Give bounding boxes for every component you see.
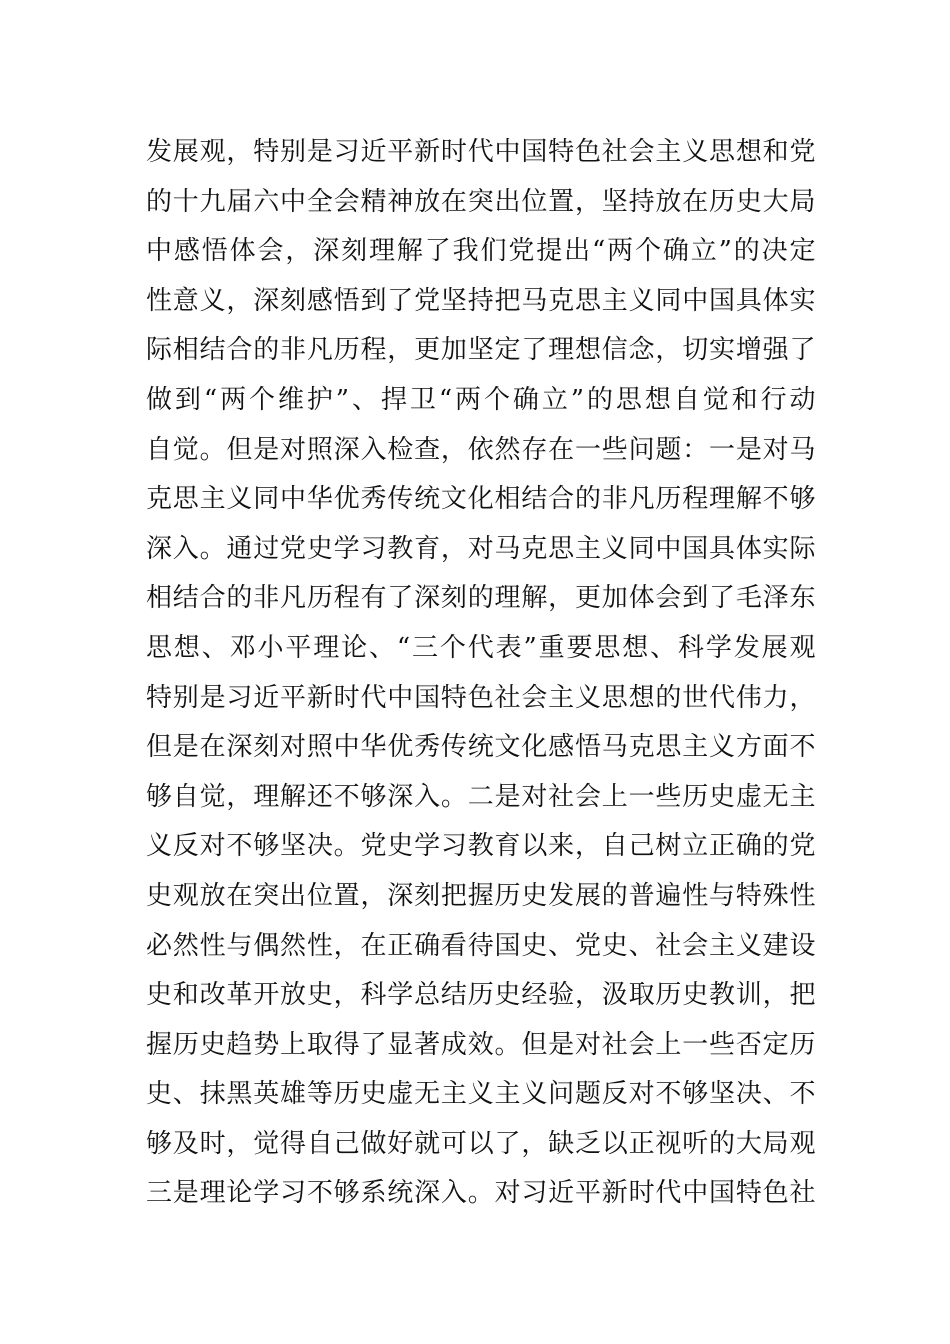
text-line: 际相结合的非凡历程，更加坚定了理想信念，切实增强了 bbox=[146, 335, 816, 366]
body-text bbox=[146, 128, 816, 1219]
text-line: 自觉。但是对照深入检查，依然存在一些问题：一是对马 bbox=[146, 434, 816, 465]
text-line: 三是理论学习不够系统深入。对习近平新时代中国特色社 bbox=[146, 1178, 816, 1209]
text-line: 义反对不够坚决。党史学习教育以来，自己树立正确的党 bbox=[146, 831, 816, 862]
text-line: 发展观，特别是习近平新时代中国特色社会主义思想和党 bbox=[146, 137, 816, 167]
text-line: 必然性与偶然性，在正确看待国史、党史、社会主义建设 bbox=[146, 930, 816, 961]
text-line: 性意义，深刻感悟到了党坚持把马克思主义同中国具体实 bbox=[146, 285, 816, 316]
text-line: 史、抹黑英雄等历史虚无主义主义问题反对不够坚决、不 bbox=[146, 1079, 816, 1110]
text-line: 做到“两个维护”、捍卫“两个确立”的思想自觉和行动 bbox=[146, 384, 816, 415]
text-line: 史观放在突出位置，深刻把握历史发展的普遍性与特殊性 bbox=[146, 880, 816, 911]
text-line: 够自觉，理解还不够深入。二是对社会上一些历史虚无主 bbox=[146, 781, 816, 812]
text-line: 特别是习近平新时代中国特色社会主义思想的世代伟力， bbox=[146, 682, 816, 713]
text-line: 思想、邓小平理论、“三个代表”重要思想、科学发展观 bbox=[146, 632, 816, 663]
text-line: 握历史趋势上取得了显著成效。但是对社会上一些否定历 bbox=[146, 1029, 816, 1060]
text-line: 深入。通过党史学习教育，对马克思主义同中国具体实际 bbox=[146, 533, 816, 564]
text-line: 相结合的非凡历程有了深刻的理解，更加体会到了毛泽东 bbox=[146, 583, 816, 614]
text-line: 够及时，觉得自己做好就可以了，缺乏以正视听的大局观 bbox=[146, 1128, 816, 1159]
text-line: 的十九届六中全会精神放在突出位置，坚持放在历史大局 bbox=[146, 186, 816, 217]
text-line: 中感悟体会，深刻理解了我们党提出“两个确立”的决定 bbox=[146, 236, 816, 267]
text-line: 史和改革开放史，科学总结历史经验，汲取历史教训，把 bbox=[146, 980, 816, 1011]
text-line: 但是在深刻对照中华优秀传统文化感悟马克思主义方面不 bbox=[146, 732, 816, 763]
text-line: 克思主义同中华优秀传统文化相结合的非凡历程理解不够 bbox=[146, 484, 816, 515]
